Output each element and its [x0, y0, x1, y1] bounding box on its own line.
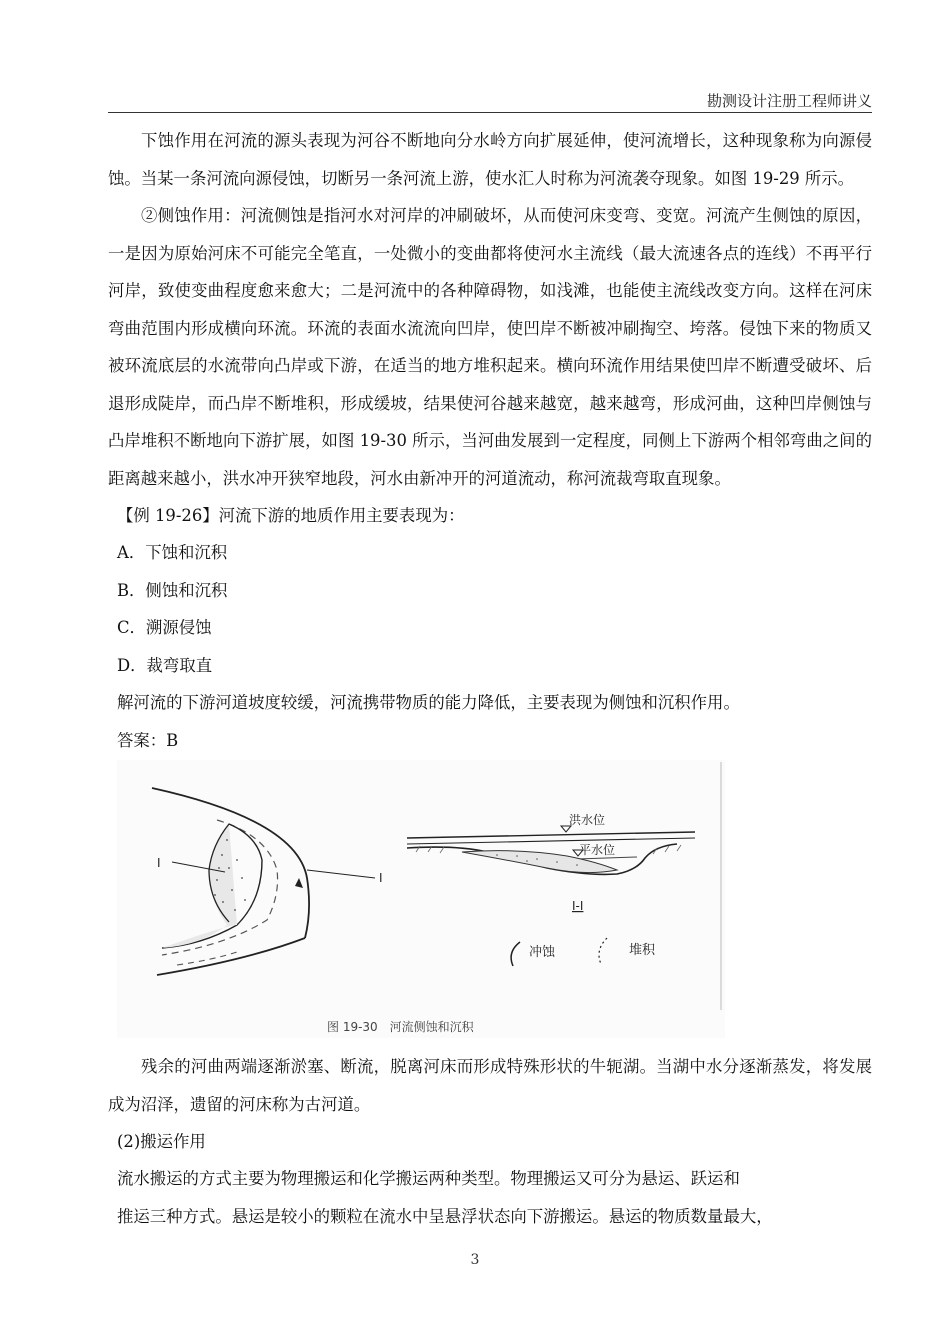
paragraph-lateral-erosion: ②侧蚀作用：河流侧蚀是指河水对河岸的冲刷破坏，从而使河床变弯、变宽。河流产生侧蚀的原因，一是因为原始河床不可能完全笔直，一处微小的变曲都将使河水主流线（最大流速各点的连线）不再平行河岸，致使变曲程度愈来愈大；二是河流中的各种障碍物，如浅滩，也能使主流线改变方向。这样在河床弯曲范围内形成横向环流。环流的表面水流流向凹岸，使凹岸不断被冲刷掏空、垮落。侵蚀下来的物质又被环流底层的水流带向凸岸或下游，在适当的地方堆积起来。横向环流作用结果使凹岸不断遭受破坏、后退形成陡岸，而凸岸不断堆积，形成缓坡，结果使河谷越来越宽，越来越弯，形成河曲，这种凹岸侧蚀与凸岸堆积不断地向下游扩展，如图 19-30 所示，当河曲发展到一定程度，同侧上下游两个相邻弯曲之间的距离越来越小，洪水冲开狭窄地段，河水由新冲开的河道流动，称河流裁弯取直现象。 — [108, 206, 872, 488]
legend-erosion-label: 冲蚀 — [529, 945, 556, 960]
section-label-right: I — [379, 871, 383, 885]
section-title: I-I — [572, 899, 584, 913]
section-label-left: I — [157, 856, 161, 870]
option-d: D．裁弯取直 — [117, 656, 213, 675]
figure-caption: 图 19-30 河流侧蚀和沉积 — [327, 1020, 474, 1034]
paragraph-transport-2: 推运三种方式。悬运是较小的颗粒在流水中呈悬浮状态向下游搬运。悬运的物质数量最大， — [117, 1207, 773, 1226]
figure-background — [117, 760, 725, 1038]
solution-text: 解河流的下游河道坡度较缓，河流携带物质的能力降低，主要表现为侧蚀和沉积作用。 — [117, 693, 740, 712]
paragraph-transport-1: 流水搬运的方式主要为物理搬运和化学搬运两种类型。物理搬运又可分为悬运、跃运和 — [117, 1169, 740, 1188]
page-header: 勘测设计注册工程师讲义 — [706, 92, 872, 110]
normal-level-label: 平水位 — [579, 843, 616, 857]
figure-river-erosion — [117, 760, 725, 1038]
flood-level-label: 洪水位 — [569, 813, 606, 827]
paragraph-headward-erosion: 下蚀作用在河流的源头表现为河谷不断地向分水岭方向扩展延伸，使河流增长，这种现象称为向源侵蚀。当某一条河流向源侵蚀，切断另一条河流上游，使水汇人时称为河流袭夺现象。如图 19-29 所示。 — [108, 131, 872, 188]
option-a: A．下蚀和沉积 — [117, 543, 228, 562]
option-c: C．溯源侵蚀 — [117, 618, 212, 637]
option-b: B．侧蚀和沉积 — [117, 581, 228, 600]
section-heading-transport: (2)搬运作用 — [117, 1132, 206, 1151]
header-divider — [108, 112, 872, 113]
figure-drawing — [117, 760, 725, 1038]
answer-text: 答案：B — [117, 731, 179, 750]
paragraph-oxbow-lake: 残余的河曲两端逐渐淤塞、断流，脱离河床而形成特殊形状的牛轭湖。当湖中水分逐渐蒸发，将发展成为沼泽，遗留的河床称为古河道。 — [108, 1057, 872, 1114]
example-question: 【例 19-26】河流下游的地质作用主要表现为： — [117, 506, 465, 525]
page-number: 3 — [470, 1252, 480, 1268]
legend-deposit-label: 堆积 — [629, 943, 656, 958]
